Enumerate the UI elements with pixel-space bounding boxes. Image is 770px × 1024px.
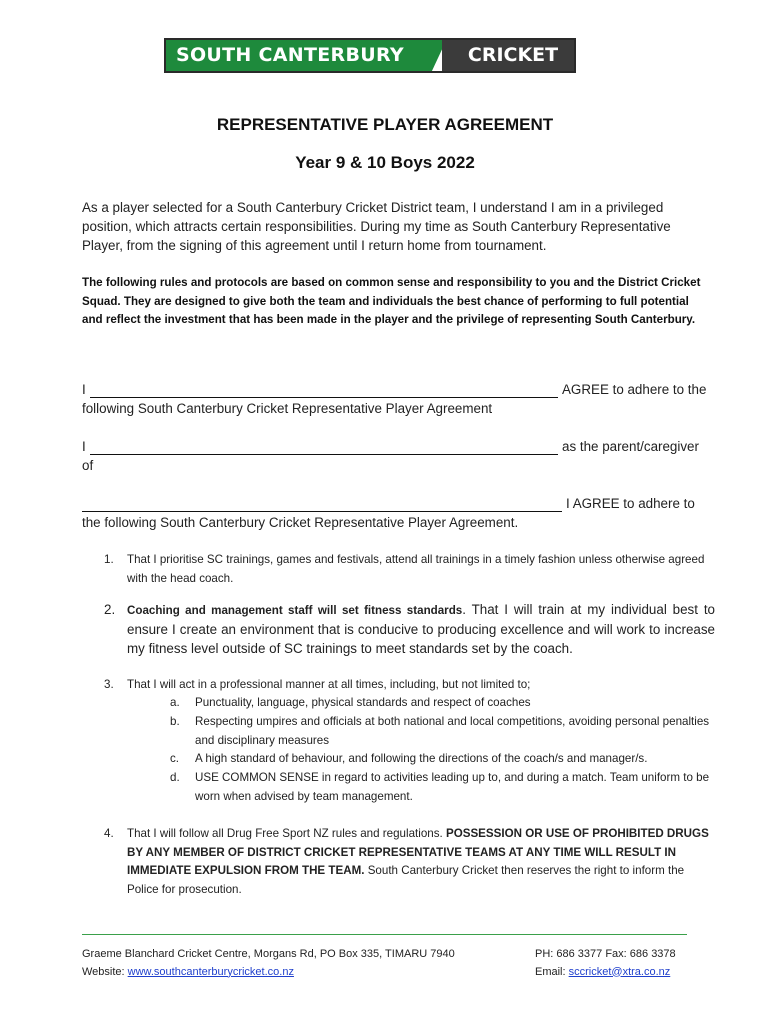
rule-text — [127, 600, 715, 658]
rule-text: That I will act in a professional manner at all times, including, but not limited to; — [127, 678, 531, 691]
subitem-letter: c. — [170, 752, 180, 765]
footer-address: Graeme Blanchard Cricket Centre, Morgans Rd, PO Box 335, TIMARU 7940 — [82, 948, 455, 960]
parent-name-line[interactable] — [90, 454, 558, 455]
footer-website-label: Website: — [82, 965, 128, 978]
logo-right-text: CRICKET — [442, 40, 574, 71]
footer-right — [535, 946, 676, 981]
email-link[interactable]: sccricket@xtra.co.nz — [568, 965, 671, 978]
footer-divider — [82, 934, 687, 935]
footer-left — [82, 946, 455, 981]
parent-agree-line[interactable] — [82, 511, 562, 512]
rule-number: 2. — [104, 602, 116, 617]
rule-number: 1. — [104, 553, 114, 566]
subitem-letter: d. — [170, 771, 180, 784]
subitem-text: A high standard of behaviour, and following the directions of the coach/s and manager/s. — [195, 752, 648, 765]
player-sign-suffix: AGREE to adhere to the — [562, 382, 707, 397]
footer-website-row — [82, 964, 455, 982]
rule-bold-text: Coaching and management staff will set fitness standards — [127, 604, 463, 617]
parent-sign-line2: of — [82, 458, 94, 473]
rules-intro-paragraph: The following rules and protocols are based on common sense and responsibility to you and the District Cricket Squad. They are designed to give both the team and individuals the best chance of performing to full potential and reflect the investment that has been made in the player and the privilege of representing South Canterbury. — [82, 276, 701, 326]
rule-number: 3. — [104, 678, 114, 691]
footer-email-label: Email: — [535, 965, 569, 978]
footer-email-row — [535, 964, 676, 982]
document-title: REPRESENTATIVE PLAYER AGREEMENT — [216, 115, 554, 134]
player-name-line[interactable] — [90, 397, 558, 398]
rule-body-text: . That I will train at my individual best to ensure I create an environment that is conducive to producing excellence and will work to increase my fitness level outside of SC trainings to meet standards set by the coach. — [127, 602, 716, 656]
website-link[interactable]: www.southcanterburycricket.co.nz — [127, 965, 294, 978]
rule-text — [127, 825, 715, 899]
rule-body-text: That I will follow all Drug Free Sport NZ rules and regulations. — [127, 827, 446, 840]
rule-bold-text: POSSESSION OR USE OF PROHIBITED DRUGS BY ANY MEMBER OF DISTRICT CRICKET REPRESENTATIVE TEAMS AT ANY TIME WILL RESULT IN IMMEDIATE EXPULSION FROM THE TEAM. — [127, 827, 709, 877]
subitem-text: Punctuality, language, physical standards and respect of coaches — [195, 696, 531, 709]
subitem-text: Respecting umpires and officials at both national and local competitions, avoiding personal penalties and disciplinary measures — [195, 715, 710, 747]
footer-phone: PH: 686 3377 Fax: 686 3378 — [535, 948, 676, 960]
subitem-letter: b. — [170, 715, 180, 728]
south-canterbury-cricket-logo — [164, 38, 576, 73]
rule-body-text-after: South Canterbury Cricket then reserves the right to inform the Police for prosecution. — [127, 864, 685, 896]
rule-text: That I prioritise SC trainings, games and festivals, attend all trainings in a timely fashion unless otherwise agreed with the head coach. — [127, 553, 705, 585]
document-subtitle: Year 9 & 10 Boys 2022 — [295, 153, 475, 172]
logo-left-text: SOUTH CANTERBURY — [176, 44, 404, 66]
third-sign-suffix: I AGREE to adhere to — [566, 496, 695, 511]
rule-number: 4. — [104, 827, 114, 840]
intro-paragraph: As a player selected for a South Canterbury Cricket District team, I understand I am in a privileged position, which attracts certain responsibilities. During my time as South Canterbury Representative Player, from the signing of this agreement until I return home from tournament. — [82, 200, 671, 253]
parent-sign-prefix: I — [82, 439, 86, 454]
subitem-text: USE COMMON SENSE in regard to activities leading up to, and during a match. Team uniform to be worn when advised by team management. — [195, 771, 710, 803]
player-sign-line2: following South Canterbury Cricket Representative Player Agreement — [82, 401, 493, 416]
subitem-letter: a. — [170, 696, 180, 709]
third-sign-line2: the following South Canterbury Cricket Representative Player Agreement. — [82, 515, 519, 530]
player-sign-prefix: I — [82, 382, 86, 397]
parent-sign-suffix: as the parent/caregiver — [562, 439, 699, 454]
